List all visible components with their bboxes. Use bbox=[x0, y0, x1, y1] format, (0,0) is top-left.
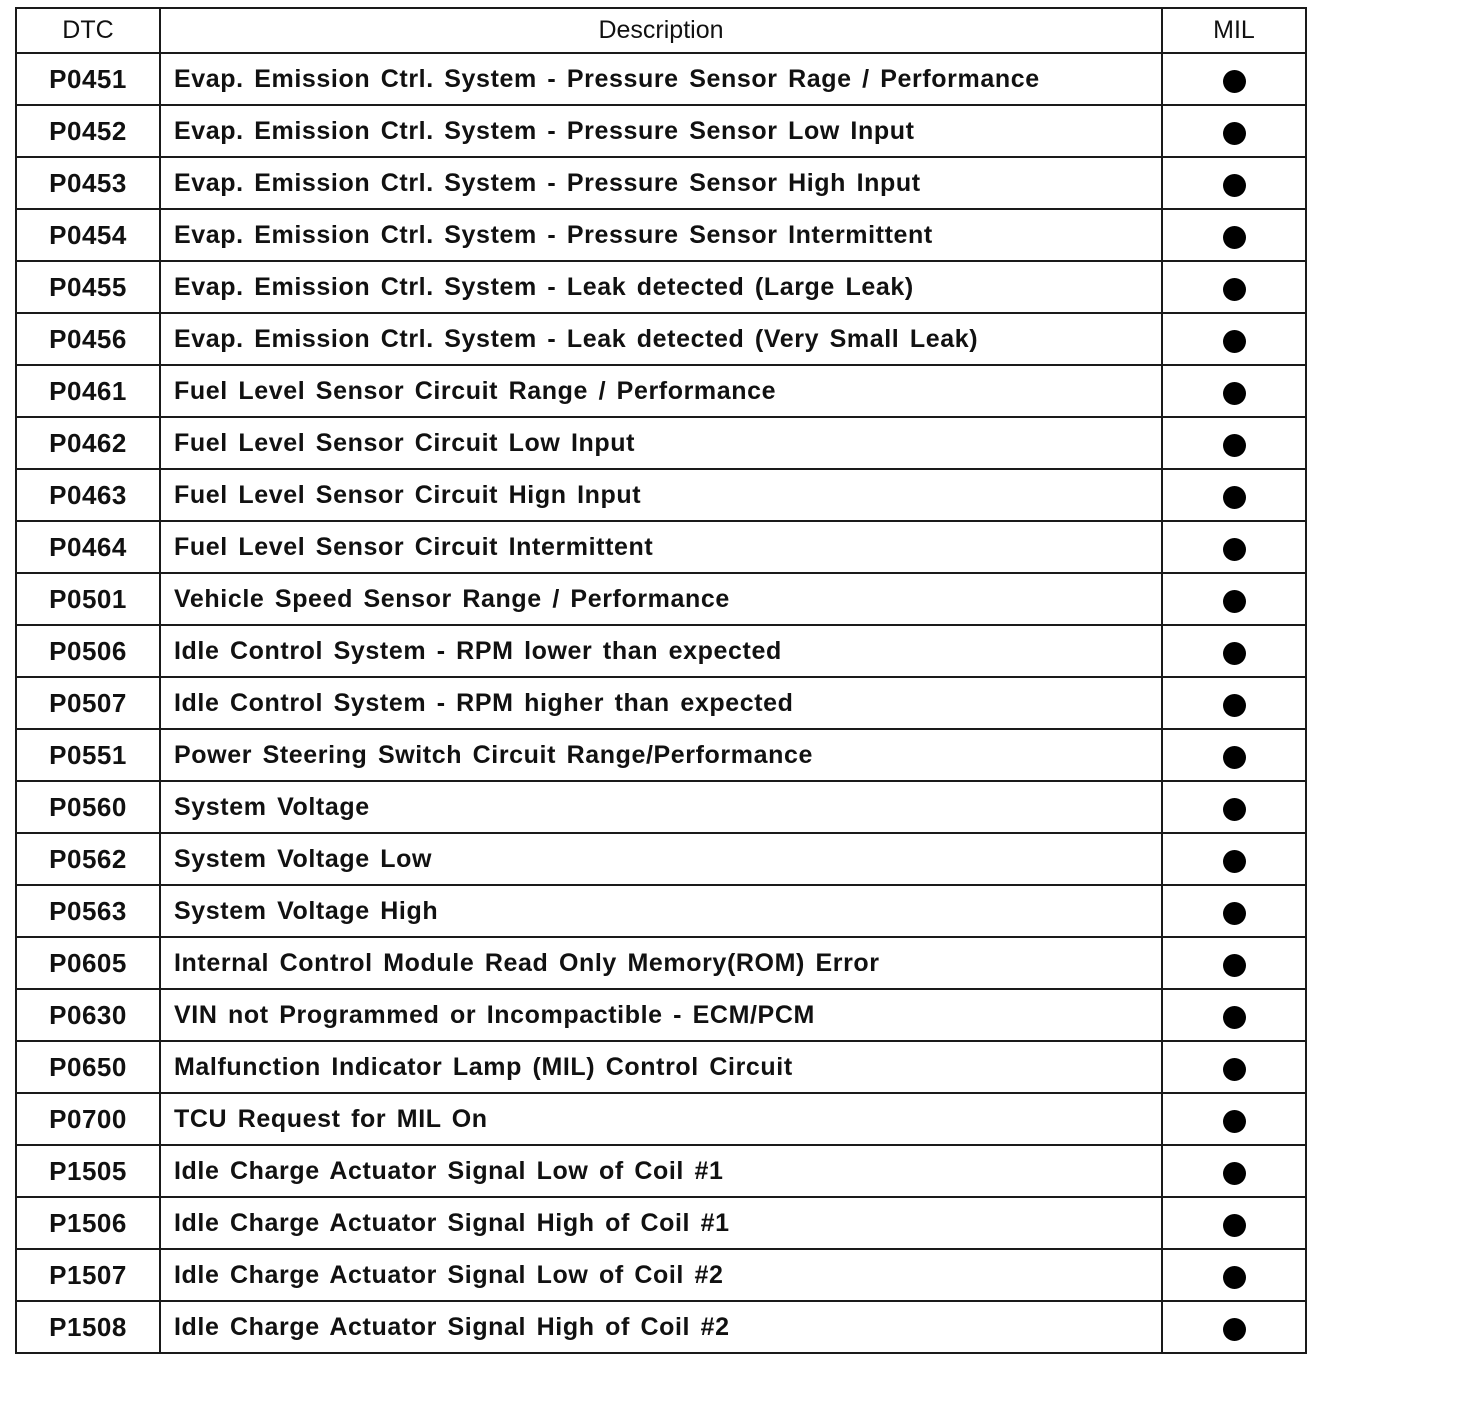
table-row bbox=[16, 885, 1306, 937]
table-row bbox=[16, 105, 1306, 157]
header-dtc: DTC bbox=[16, 8, 160, 53]
mil-cell bbox=[1162, 885, 1306, 937]
table-row bbox=[16, 1301, 1306, 1353]
table-row bbox=[16, 313, 1306, 365]
mil-cell bbox=[1162, 1041, 1306, 1093]
mil-cell bbox=[1162, 1249, 1306, 1301]
mil-cell bbox=[1162, 417, 1306, 469]
dtc-description: TCU Request for MIL On bbox=[160, 1093, 1162, 1145]
mil-cell bbox=[1162, 261, 1306, 313]
table-row bbox=[16, 157, 1306, 209]
dtc-description: Idle Control System - RPM higher than expected bbox=[160, 677, 1162, 729]
mil-cell bbox=[1162, 1145, 1306, 1197]
mil-indicator-icon bbox=[1223, 954, 1246, 977]
mil-indicator-icon bbox=[1223, 330, 1246, 353]
dtc-description: Vehicle Speed Sensor Range / Performance bbox=[160, 573, 1162, 625]
dtc-code: P0463 bbox=[16, 469, 160, 521]
dtc-description: Idle Charge Actuator Signal High of Coil #1 bbox=[160, 1197, 1162, 1249]
mil-indicator-icon bbox=[1223, 174, 1246, 197]
mil-indicator-icon bbox=[1223, 746, 1246, 769]
dtc-code: P0507 bbox=[16, 677, 160, 729]
table-row bbox=[16, 1145, 1306, 1197]
mil-indicator-icon bbox=[1223, 1214, 1246, 1237]
dtc-description: VIN not Programmed or Incompactible - ECM/PCM bbox=[160, 989, 1162, 1041]
mil-indicator-icon bbox=[1223, 486, 1246, 509]
dtc-description: Fuel Level Sensor Circuit Low Input bbox=[160, 417, 1162, 469]
mil-cell bbox=[1162, 1301, 1306, 1353]
mil-cell bbox=[1162, 365, 1306, 417]
dtc-code: P0464 bbox=[16, 521, 160, 573]
dtc-description: Power Steering Switch Circuit Range/Performance bbox=[160, 729, 1162, 781]
mil-indicator-icon bbox=[1223, 1318, 1246, 1341]
dtc-code: P0456 bbox=[16, 313, 160, 365]
dtc-code: P1508 bbox=[16, 1301, 160, 1353]
mil-cell bbox=[1162, 781, 1306, 833]
mil-cell bbox=[1162, 313, 1306, 365]
dtc-description: Evap. Emission Ctrl. System - Pressure Sensor Low Input bbox=[160, 105, 1162, 157]
dtc-description: Evap. Emission Ctrl. System - Leak detected (Very Small Leak) bbox=[160, 313, 1162, 365]
dtc-code: P1507 bbox=[16, 1249, 160, 1301]
mil-indicator-icon bbox=[1223, 902, 1246, 925]
mil-indicator-icon bbox=[1223, 278, 1246, 301]
mil-indicator-icon bbox=[1223, 1058, 1246, 1081]
dtc-description: Internal Control Module Read Only Memory(ROM) Error bbox=[160, 937, 1162, 989]
dtc-description: Evap. Emission Ctrl. System - Pressure Sensor Intermittent bbox=[160, 209, 1162, 261]
mil-cell bbox=[1162, 989, 1306, 1041]
dtc-code: P1505 bbox=[16, 1145, 160, 1197]
dtc-code: P0462 bbox=[16, 417, 160, 469]
dtc-table bbox=[15, 7, 1307, 1354]
table-row bbox=[16, 937, 1306, 989]
dtc-description: System Voltage bbox=[160, 781, 1162, 833]
header-mil: MIL bbox=[1162, 8, 1306, 53]
table-row bbox=[16, 573, 1306, 625]
table-row bbox=[16, 521, 1306, 573]
mil-cell bbox=[1162, 1093, 1306, 1145]
dtc-description: Fuel Level Sensor Circuit Intermittent bbox=[160, 521, 1162, 573]
mil-indicator-icon bbox=[1223, 70, 1246, 93]
header-row bbox=[16, 8, 1306, 53]
dtc-code: P0455 bbox=[16, 261, 160, 313]
dtc-code: P0605 bbox=[16, 937, 160, 989]
mil-indicator-icon bbox=[1223, 382, 1246, 405]
mil-cell bbox=[1162, 573, 1306, 625]
mil-indicator-icon bbox=[1223, 1162, 1246, 1185]
dtc-description: System Voltage Low bbox=[160, 833, 1162, 885]
table-row bbox=[16, 989, 1306, 1041]
dtc-code: P0563 bbox=[16, 885, 160, 937]
mil-indicator-icon bbox=[1223, 1006, 1246, 1029]
mil-cell bbox=[1162, 157, 1306, 209]
table-header bbox=[16, 8, 1306, 53]
dtc-description: Fuel Level Sensor Circuit Hign Input bbox=[160, 469, 1162, 521]
table-row bbox=[16, 417, 1306, 469]
mil-cell bbox=[1162, 729, 1306, 781]
mil-indicator-icon bbox=[1223, 798, 1246, 821]
mil-cell bbox=[1162, 937, 1306, 989]
dtc-description: Evap. Emission Ctrl. System - Pressure Sensor Rage / Performance bbox=[160, 53, 1162, 105]
dtc-description: Malfunction Indicator Lamp (MIL) Control Circuit bbox=[160, 1041, 1162, 1093]
table-row bbox=[16, 209, 1306, 261]
dtc-code: P0452 bbox=[16, 105, 160, 157]
dtc-code: P0451 bbox=[16, 53, 160, 105]
table-row bbox=[16, 781, 1306, 833]
dtc-code: P0461 bbox=[16, 365, 160, 417]
table-row bbox=[16, 833, 1306, 885]
dtc-code: P0501 bbox=[16, 573, 160, 625]
table-row bbox=[16, 677, 1306, 729]
mil-indicator-icon bbox=[1223, 122, 1246, 145]
table-row bbox=[16, 1093, 1306, 1145]
dtc-code: P0454 bbox=[16, 209, 160, 261]
dtc-code: P0562 bbox=[16, 833, 160, 885]
dtc-code: P0453 bbox=[16, 157, 160, 209]
table-row bbox=[16, 365, 1306, 417]
dtc-code: P1506 bbox=[16, 1197, 160, 1249]
mil-cell bbox=[1162, 209, 1306, 261]
table-row bbox=[16, 729, 1306, 781]
dtc-code: P0506 bbox=[16, 625, 160, 677]
mil-indicator-icon bbox=[1223, 1266, 1246, 1289]
mil-indicator-icon bbox=[1223, 850, 1246, 873]
dtc-code: P0551 bbox=[16, 729, 160, 781]
dtc-code: P0650 bbox=[16, 1041, 160, 1093]
dtc-description: Evap. Emission Ctrl. System - Pressure Sensor High Input bbox=[160, 157, 1162, 209]
mil-cell bbox=[1162, 521, 1306, 573]
dtc-description: Idle Charge Actuator Signal Low of Coil #1 bbox=[160, 1145, 1162, 1197]
mil-cell bbox=[1162, 105, 1306, 157]
mil-cell bbox=[1162, 1197, 1306, 1249]
table-body bbox=[16, 53, 1306, 1353]
dtc-description: System Voltage High bbox=[160, 885, 1162, 937]
table-row bbox=[16, 53, 1306, 105]
table-row bbox=[16, 1197, 1306, 1249]
dtc-code: P0560 bbox=[16, 781, 160, 833]
mil-indicator-icon bbox=[1223, 226, 1246, 249]
mil-cell bbox=[1162, 53, 1306, 105]
table-row bbox=[16, 469, 1306, 521]
dtc-description: Idle Charge Actuator Signal High of Coil #2 bbox=[160, 1301, 1162, 1353]
dtc-description: Evap. Emission Ctrl. System - Leak detected (Large Leak) bbox=[160, 261, 1162, 313]
mil-cell bbox=[1162, 469, 1306, 521]
table-row bbox=[16, 625, 1306, 677]
table-row bbox=[16, 1249, 1306, 1301]
mil-indicator-icon bbox=[1223, 642, 1246, 665]
dtc-code: P0630 bbox=[16, 989, 160, 1041]
mil-cell bbox=[1162, 677, 1306, 729]
mil-indicator-icon bbox=[1223, 538, 1246, 561]
dtc-code: P0700 bbox=[16, 1093, 160, 1145]
dtc-description: Fuel Level Sensor Circuit Range / Performance bbox=[160, 365, 1162, 417]
mil-indicator-icon bbox=[1223, 694, 1246, 717]
table-row bbox=[16, 1041, 1306, 1093]
mil-indicator-icon bbox=[1223, 590, 1246, 613]
mil-indicator-icon bbox=[1223, 1110, 1246, 1133]
mil-cell bbox=[1162, 833, 1306, 885]
table-row bbox=[16, 261, 1306, 313]
mil-cell bbox=[1162, 625, 1306, 677]
mil-indicator-icon bbox=[1223, 434, 1246, 457]
dtc-description: Idle Control System - RPM lower than expected bbox=[160, 625, 1162, 677]
dtc-description: Idle Charge Actuator Signal Low of Coil #2 bbox=[160, 1249, 1162, 1301]
header-description: Description bbox=[160, 8, 1162, 53]
